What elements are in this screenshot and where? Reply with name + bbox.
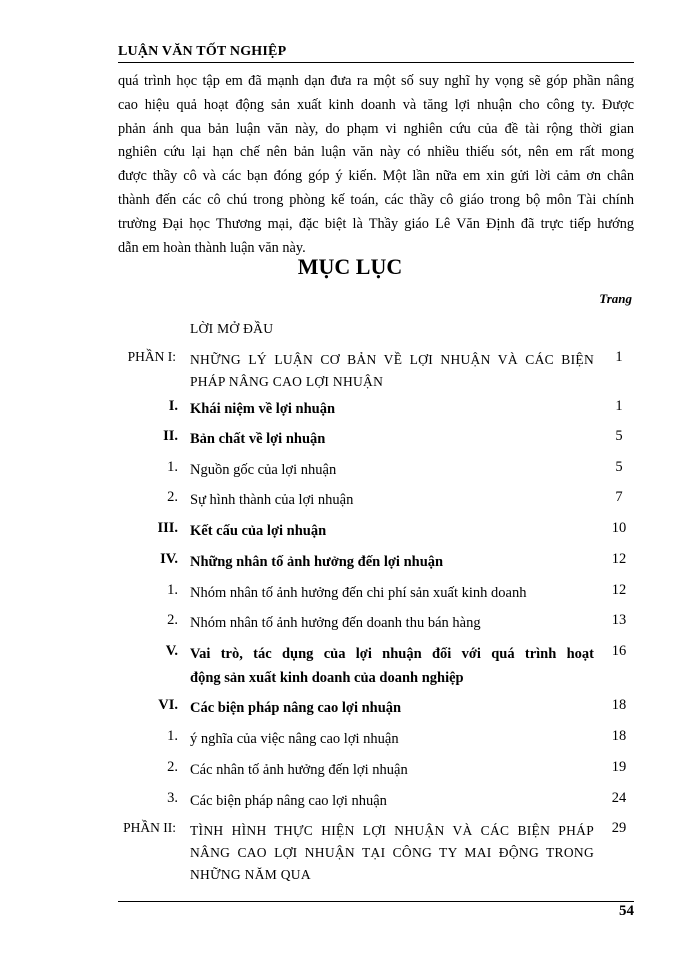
toc-entry-page: 7 [615, 489, 623, 505]
toc-entry-number: PHẦN II: [123, 820, 176, 835]
toc-entry-text: Những nhân tố ảnh hưởng đến lợi nhuận [190, 554, 444, 570]
intro-line: nghiên cứu lại hạn chế nên bản luận văn này có nhiều thiếu sót, nên em rất mong [118, 144, 634, 161]
toc-entry-number: 1. [167, 728, 178, 744]
intro-line: cao hiệu quả hoạt động sản xuất kinh doanh và tăng lợi nhuận cho công ty. Được [118, 96, 634, 113]
toc-entry-text: Nhóm nhân tố ảnh hưởng đến doanh thu bán hàng [190, 615, 481, 631]
toc-entry-number: 2. [167, 759, 178, 775]
toc-entry-text [190, 318, 594, 340]
intro-line: thành đến các cô chú trong phòng kế toán, các thầy cô giáo trong bộ môn Tài chính [118, 191, 634, 208]
toc-entry-number: PHẦN I: [127, 349, 176, 364]
toc-entry-number: 3. [167, 790, 178, 806]
toc-entry-text: Các biện pháp nâng cao lợi nhuận [190, 700, 402, 716]
toc-entry-page: 18 [611, 697, 627, 713]
toc-entry-line: NHỮNG NĂM QUA [190, 867, 311, 882]
intro-line: dẫn em hoàn thành luận văn này. [118, 239, 306, 256]
toc-entry-page: 19 [611, 759, 627, 775]
toc-entry-line: PHÁP NÂNG CAO LỢI NHUẬN [190, 374, 384, 389]
page-number: 54 [619, 903, 634, 919]
toc-entry-text: Nguồn gốc của lợi nhuận [190, 462, 337, 478]
toc-entry-number: V. [165, 643, 178, 659]
toc-entry-page: 5 [615, 459, 623, 475]
toc-entry-text: Bản chất về lợi nhuận [190, 431, 326, 447]
toc-entry-line: NÂNG CAO LỢI NHUẬN TẠI CÔNG TY MAI ĐỘNG TRONG [190, 845, 594, 860]
toc-entry-line: NHỮNG LÝ LUẬN CƠ BẢN VỀ LỢI NHUẬN VÀ CÁC BIỆN [190, 352, 594, 367]
intro-line: được thầy cô và các bạn đóng góp ý kiến. Một lần nữa em xin gửi lời cảm ơn chân [118, 168, 634, 185]
toc-title: MỤC LỤC [297, 254, 403, 279]
toc-entry-text: Nhóm nhân tố ảnh hưởng đến chi phí sản xuất kinh doanh [190, 585, 527, 601]
toc-entry-page: 12 [611, 551, 627, 567]
toc-entry-text [190, 820, 594, 886]
toc-entry-text: Khái niệm về lợi nhuận [190, 401, 336, 417]
toc-entry-text: Các nhân tố ảnh hưởng đến lợi nhuận [190, 762, 408, 778]
toc-entry-line: LỜI MỞ ĐẦU [190, 321, 274, 336]
toc-entry-page: 13 [611, 612, 627, 628]
running-header: LUẬN VĂN TỐT NGHIỆP [118, 44, 287, 59]
toc-entry-line: TÌNH HÌNH THỰC HIỆN LỢI NHUẬN VÀ CÁC BIỆN PHÁP [190, 823, 594, 838]
toc-entry-number: 2. [167, 612, 178, 628]
toc-entry-text: ý nghĩa của việc nâng cao lợi nhuận [190, 731, 399, 747]
footer-rule [118, 901, 634, 902]
toc-entry-page: 5 [615, 428, 623, 444]
toc-entry-page: 1 [615, 349, 623, 365]
toc-entry-page: 29 [611, 820, 627, 836]
toc-entry-page: 1 [615, 398, 623, 414]
toc-entry-text: Kết cấu của lợi nhuận [190, 523, 327, 539]
intro-line: trường Đại học Thương mại, đặc biệt là Thầy giáo Lê Văn Định đã trực tiếp hướng [118, 215, 634, 232]
toc-entry-text: Các biện pháp nâng cao lợi nhuận [190, 793, 387, 809]
toc-entry-text: Sự hình thành của lợi nhuận [190, 492, 354, 508]
toc-entry-text [190, 643, 594, 690]
toc-entry-page: 10 [611, 520, 627, 536]
toc-entry-line: động sản xuất kinh doanh của doanh nghiệp [190, 669, 464, 686]
toc-entry-page: 12 [611, 582, 627, 598]
toc-entry-page: 18 [611, 728, 627, 744]
toc-entry-number: I. [168, 398, 178, 414]
toc-entry-number: II. [163, 428, 178, 444]
toc-entry-number: III. [157, 520, 178, 536]
toc-entry-number: 2. [167, 489, 178, 505]
intro-line: phản ánh qua bản luận văn này, do phạm vi nghiên cứu của đề tài rộng thời gian [118, 120, 634, 137]
toc-entry-number: VI. [158, 697, 178, 713]
toc-entry-number: 1. [167, 582, 178, 598]
toc-entry-number: 1. [167, 459, 178, 475]
intro-line: quá trình học tập em đã mạnh dạn đưa ra một số suy nghĩ hy vọng sẽ góp phần nâng [118, 73, 634, 89]
toc-entry-text [190, 349, 594, 393]
toc-entry-page: 24 [611, 790, 627, 806]
toc-entry-page: 16 [611, 643, 627, 659]
toc-entry-line: Vai trò, tác dụng của lợi nhuận đối với quá trình hoạt [190, 646, 594, 662]
toc-entry-number: IV. [160, 551, 178, 567]
page-column-label: Trang [599, 291, 632, 306]
